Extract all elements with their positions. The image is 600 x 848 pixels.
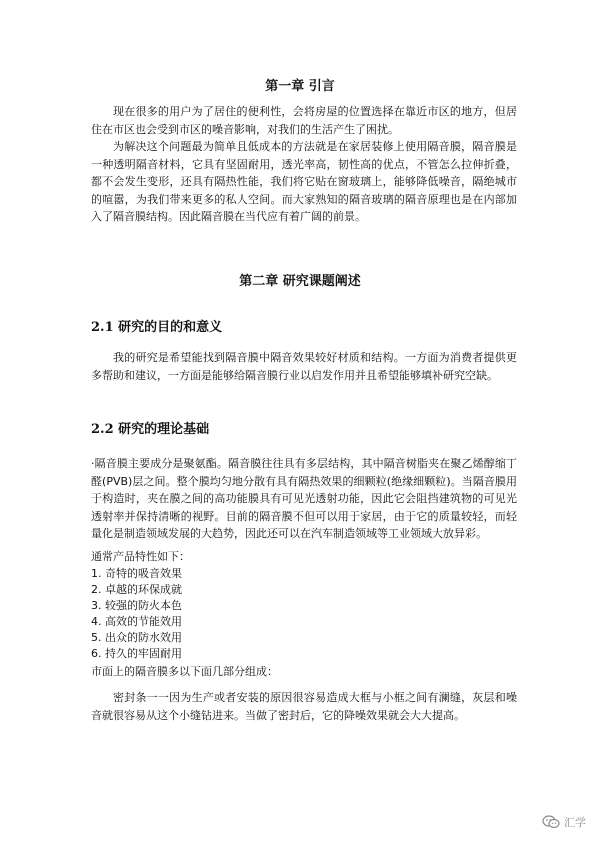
features-list [91,566,517,662]
feature-item: 6. 持久的牢固耐用 [91,647,182,660]
feature-item: 3. 较强的防火本色 [91,599,182,612]
section-2-2-paragraph: ·隔音膜主要成分是聚氨酯。隔音膜往往具有多层结构，其中隔音树脂夹在聚乙烯醇缩丁醛(PVB)层之间。整个膜均匀地分散有具有隔热效果的细颗粒(绝缘细颗粒)。当隔音膜用于构造时，夹在膜之间的高功能膜具有可见光透射功能，因此它会阻挡建筑物的可见光透射率并保持清晰的视野。目前的隔音膜不但可以用于家居，由于它的质量较轻，而轻量化是制造领域发展的大趋势，因此还可以在汽车制造领域等工业领域大放异彩。 [91,457,517,540]
chapter-1-paragraph-2: 为解决这个问题最为简单且低成本的方法就是在家居装修上使用隔音膜，隔音膜是一种透明隔音材料，它具有坚固耐用，透光率高，韧性高的优点，不管怎么拉伸折叠，都不会发生变形，还具有隔热性能，我们将它贴在窗玻璃上，能够降低噪音，隔绝城市的喧嚣，为我们带来更多的私人空间。而大家熟知的隔音玻璃的隔音原理也是在内部加入了隔音膜结构。因此隔音膜在当代应有着广阔的前景。 [91,140,517,223]
section-2-1-paragraph: 我的研究是希望能找到隔音膜中隔音效果较好材质和结构。一方面为消费者提供更多帮助和建议，一方面是能够给隔音膜行业以启发作用并且希望能够填补研究空缺。 [91,351,517,382]
feature-item: 1. 奇特的吸音效果 [91,567,182,580]
chapter-1-paragraph-1: 现在很多的用户为了居住的便利性，会将房屋的位置选择在靠近市区的地方，但居住在市区也会受到市区的噪音影响，对我们的生活产生了困扰。 [91,105,517,136]
watermark [542,814,586,830]
feature-item: 4. 高效的节能效用 [91,615,182,628]
chapter-1-title: 第一章 引言 [265,79,335,94]
wechat-icon [542,815,560,829]
watermark-text: 汇学 [564,816,586,829]
section-2-1-title: 2.1 研究的目的和意义 [91,320,223,335]
composition-paragraph: 密封条一一因为生产或者安装的原因很容易造成大框与小框之间有澜缝，灰层和噪音就很容易从这个小缝钻进来。当做了密封后，它的降噪效果就会大大提高。 [91,691,517,722]
composition-intro: 市面上的隔音膜多以下面几部分组成： [91,665,278,678]
feature-item: 5. 出众的防水效用 [91,631,182,644]
chapter-2-title: 第二章 研究课题阐述 [239,274,361,289]
features-intro: 通常产品特性如下： [91,550,190,563]
feature-item: 2. 卓越的环保成就 [91,583,182,596]
section-2-2-title: 2.2 研究的理论基础 [91,422,210,437]
